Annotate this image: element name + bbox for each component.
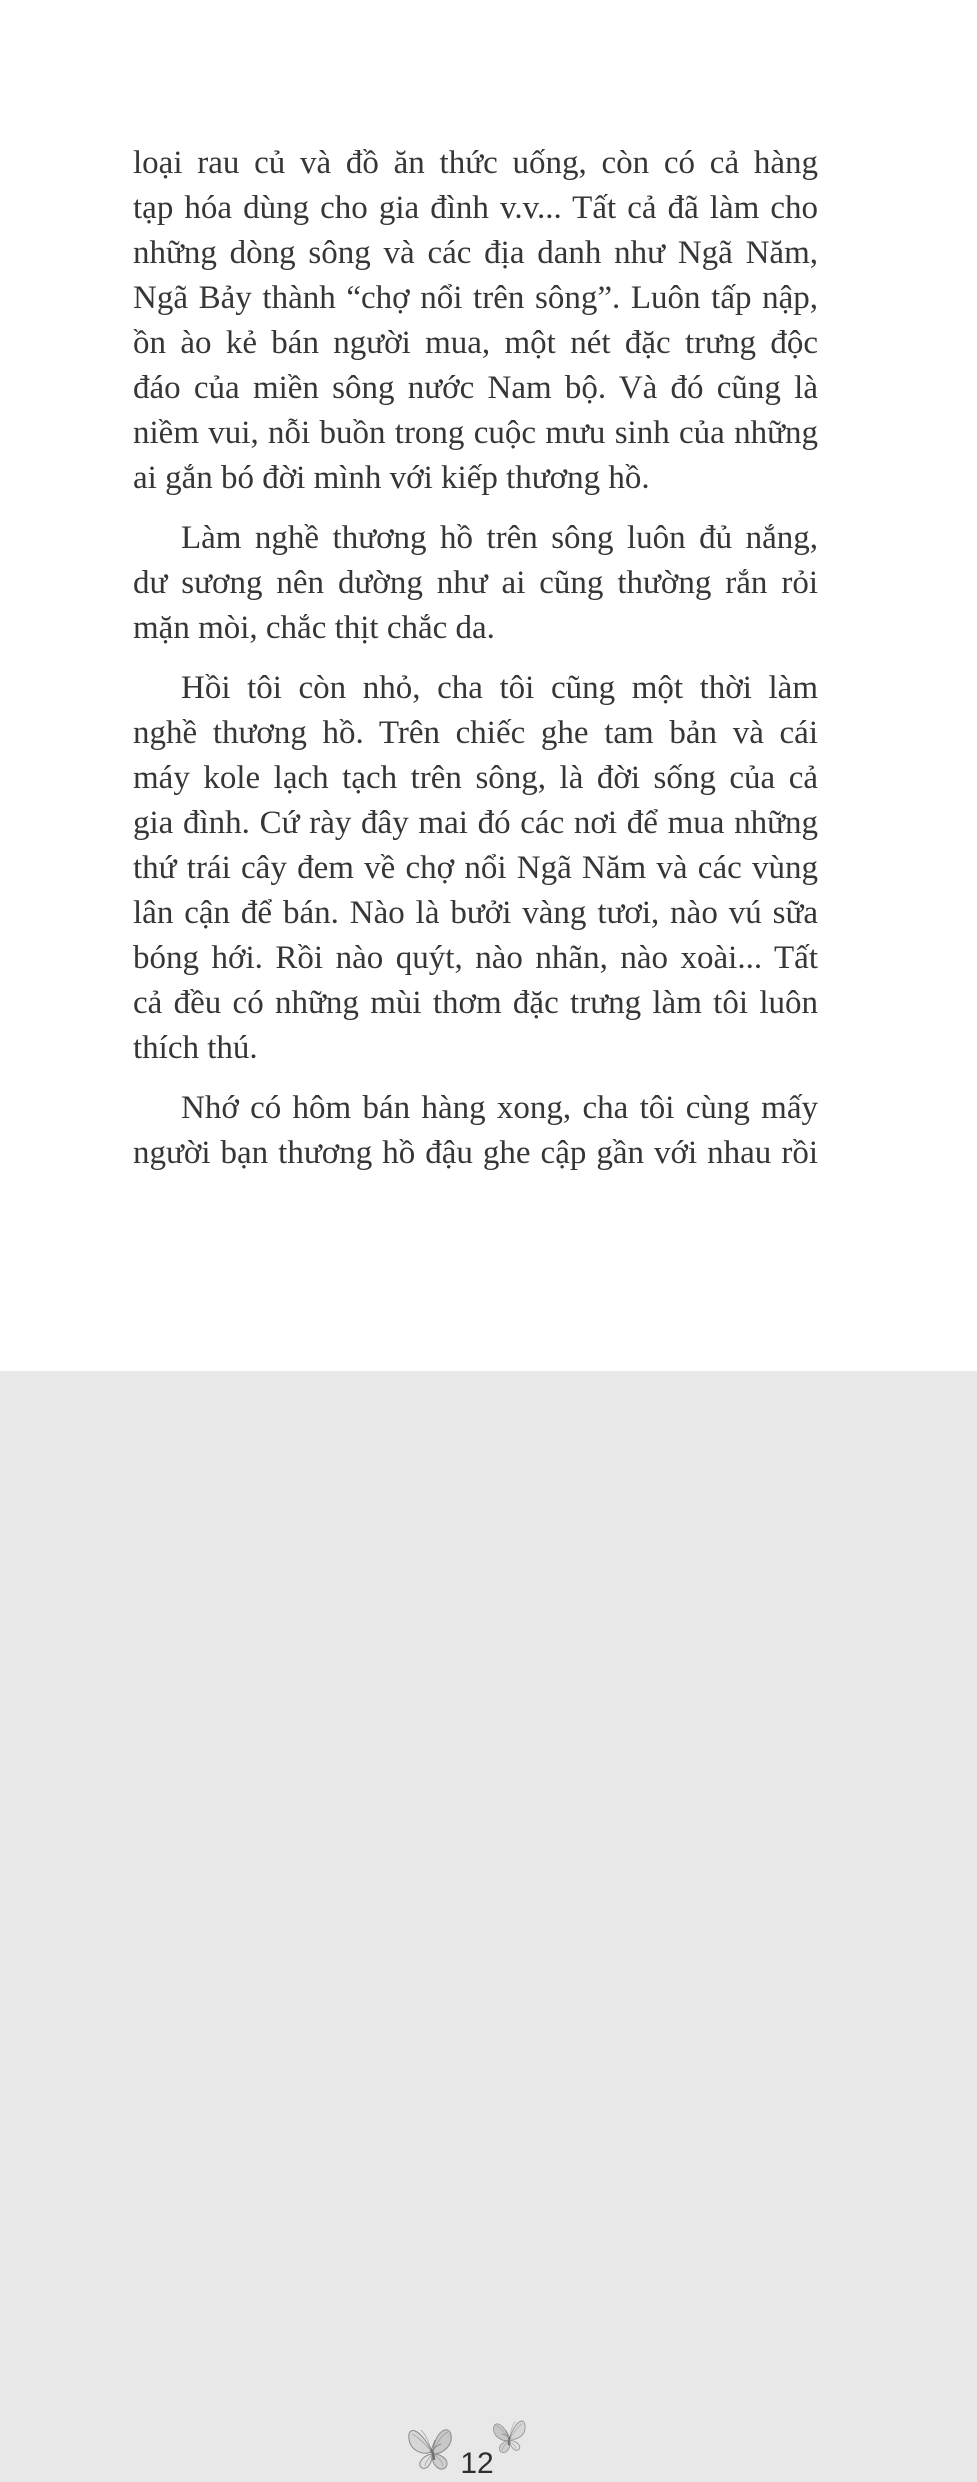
page-text: [133, 141, 818, 1176]
text-line: gia đình. Cứ rày đây mai đó các nơi để mua những: [133, 805, 818, 841]
text-line: thứ trái cây đem về chợ nổi Ngã Năm và các vùng: [133, 850, 818, 886]
text-line: Làm nghề thương hồ trên sông luôn đủ nắng,: [181, 520, 818, 556]
text-line: niềm vui, nỗi buồn trong cuộc mưu sinh của những: [133, 415, 818, 451]
paragraph: [133, 666, 818, 1071]
text-line: những dòng sông và các địa danh như Ngã Năm,: [133, 235, 818, 271]
paragraph: [133, 141, 818, 501]
text-line: máy kole lạch tạch trên sông, là đời sống của cả: [133, 760, 818, 796]
text-line: cả đều có những mùi thơm đặc trưng làm tôi luôn: [133, 985, 818, 1021]
text-line: nghề thương hồ. Trên chiếc ghe tam bản và cái: [133, 715, 818, 751]
text-line: loại rau củ và đồ ăn thức uống, còn có cả hàng: [133, 145, 818, 181]
text-line: bóng hới. Rồi nào quýt, nào nhãn, nào xoài... Tất: [133, 940, 818, 976]
text-line: thích thú.: [133, 1030, 258, 1066]
text-line: ai gắn bó đời mình với kiếp thương hồ.: [133, 460, 650, 496]
paragraph: [133, 516, 818, 651]
paragraph: [133, 1086, 818, 1176]
text-line: người bạn thương hồ đậu ghe cập gần với nhau rồi: [133, 1135, 818, 1171]
text-line: tạp hóa dùng cho gia đình v.v... Tất cả đã làm cho: [133, 190, 818, 226]
text-line: lân cận để bán. Nào là bưởi vàng tươi, nào vú sữa: [133, 895, 818, 931]
text-line: Ngã Bảy thành “chợ nổi trên sông”. Luôn tấp nập,: [133, 280, 818, 316]
text-line: Hồi tôi còn nhỏ, cha tôi cũng một thời làm: [181, 670, 818, 706]
page-number: 12: [460, 2447, 494, 2480]
page-footer: [0, 1200, 977, 2480]
text-line: mặn mòi, chắc thịt chắc da.: [133, 610, 495, 646]
text-line: Nhớ có hôm bán hàng xong, cha tôi cùng mấy: [181, 1090, 818, 1126]
text-line: ồn ào kẻ bán người mua, một nét đặc trưng độc: [133, 325, 818, 361]
text-line: dư sương nên dường như ai cũng thường rắn rỏi: [133, 565, 818, 601]
text-line: đáo của miền sông nước Nam bộ. Và đó cũng là: [133, 370, 818, 406]
